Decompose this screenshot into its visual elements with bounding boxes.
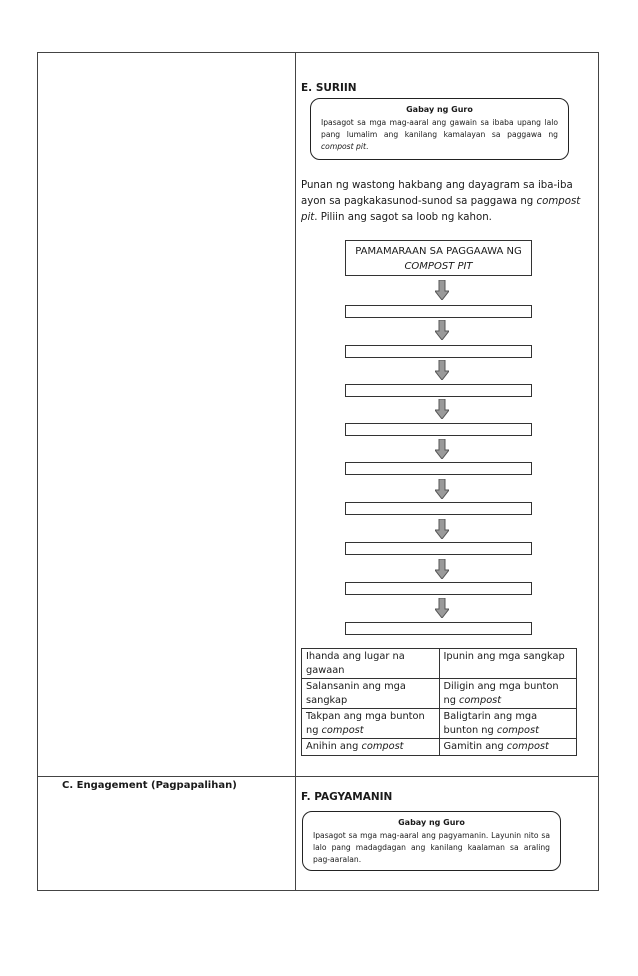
pagyamanin-guide-text: Ipasagot sa mga mag-aaral ang pagyamanin. Layunin nito sa lalo pang madagdagan ang kanilang kaalaman sa araling pag-aaralan.: [313, 831, 550, 864]
flow-title-line1: PAMAMARAAN SA PAGGAAWA NG: [355, 246, 522, 257]
choice-cell: Salansanin ang mga sangkap: [302, 679, 440, 709]
down-arrow-icon: [435, 399, 449, 419]
down-arrow-icon: [435, 559, 449, 579]
flow-title-line2: COMPOST PIT: [404, 261, 473, 272]
flow-answer-box[interactable]: [345, 582, 532, 595]
choice-cell: Diligin ang mga bunton ng compost: [439, 679, 577, 709]
pagyamanin-guide-title: Gabay ng Guro: [398, 818, 465, 827]
flow-answer-box[interactable]: [345, 423, 532, 436]
choice-cell: Gamitin ang compost: [439, 739, 577, 756]
flow-answer-box[interactable]: [345, 542, 532, 555]
suriin-guide-text: Ipasagot sa mga mag-aaral ang gawain sa ibaba upang lalo pang lumalim ang kanilang kamalayan sa paggawa ng compost pit.: [321, 118, 558, 151]
table-row: [302, 709, 577, 739]
table-row: [302, 649, 577, 679]
table-row: [302, 679, 577, 709]
down-arrow-icon: [435, 479, 449, 499]
pagyamanin-heading: F. PAGYAMANIN: [301, 791, 393, 803]
down-arrow-icon: [435, 439, 449, 459]
flow-answer-box[interactable]: [345, 502, 532, 515]
suriin-guide-box: [310, 98, 569, 160]
choice-cell: Anihin ang compost: [302, 739, 440, 756]
flow-title-box: [345, 240, 532, 276]
down-arrow-icon: [435, 280, 449, 300]
down-arrow-icon: [435, 360, 449, 380]
choice-cell: Baligtarin ang mga bunton ng compost: [439, 709, 577, 739]
down-arrow-icon: [435, 519, 449, 539]
suriin-guide-title: Gabay ng Guro: [406, 105, 473, 114]
row-divider: [37, 776, 599, 777]
pagyamanin-guide-box: [302, 811, 561, 871]
engagement-label: C. Engagement (Pagpapalihan): [62, 780, 237, 791]
flow-answer-box[interactable]: [345, 345, 532, 358]
flow-answer-box[interactable]: [345, 384, 532, 397]
choice-cell: Ipunin ang mga sangkap: [439, 649, 577, 679]
suriin-instructions: Punan ng wastong hakbang ang dayagram sa iba-iba ayon sa pagkakasunod-sunod sa paggawa ng compost pit. Piliin ang sagot sa loob ng kahon.: [301, 180, 581, 223]
down-arrow-icon: [435, 598, 449, 618]
flow-answer-box[interactable]: [345, 305, 532, 318]
table-row: [302, 739, 577, 756]
down-arrow-icon: [435, 320, 449, 340]
flow-answer-box[interactable]: [345, 622, 532, 635]
suriin-heading: E. SURIIN: [301, 82, 357, 94]
choices-table: [301, 648, 577, 756]
flow-answer-box[interactable]: [345, 462, 532, 475]
choice-cell: Ihanda ang lugar na gawaan: [302, 649, 440, 679]
column-divider: [295, 52, 296, 891]
choice-cell: Takpan ang mga bunton ng compost: [302, 709, 440, 739]
